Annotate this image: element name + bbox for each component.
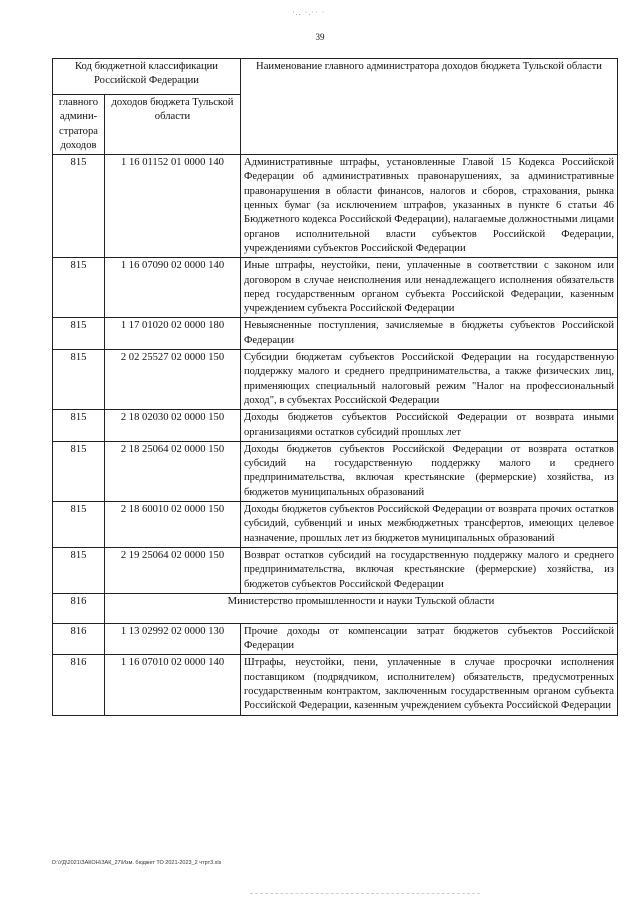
table-row — [53, 655, 618, 715]
admin-code: 815 — [53, 547, 105, 593]
page-number: 39 — [315, 32, 325, 42]
header-admin-name: Наименование главного администратора доходов бюджета Тульской области — [241, 59, 618, 155]
income-code: 2 18 25064 02 0000 150 — [105, 441, 241, 501]
income-name: Невыясненные поступления, зачисляемые в бюджеты субъектов Российской Федерации — [241, 318, 618, 350]
income-name: Доходы бюджетов субъектов Российской Федерации от возврата прочих остатков субсидий, субвенций и иных межбюджетных трансфертов, имеющих целевое назначение, прошлых лет из бюджетов муниципальных образований — [241, 502, 618, 548]
income-name: Доходы бюджетов субъектов Российской Федерации от возврата остатков субсидий на государственную поддержку малого и среднего предпринимательства, включая крестьянские (фермерские) хозяйства, из бюджетов муниципальных образований — [241, 441, 618, 501]
admin-code: 816 — [53, 623, 105, 655]
header-income-code: доходов бюджета Тульской области — [105, 95, 241, 155]
admin-code: 816 — [53, 593, 105, 623]
income-code: 1 16 07010 02 0000 140 — [105, 655, 241, 715]
table-row — [53, 547, 618, 593]
admin-code: 815 — [53, 502, 105, 548]
table-row — [53, 410, 618, 442]
admin-code: 815 — [53, 155, 105, 258]
income-name: Прочие доходы от компенсации затрат бюджетов субъектов Российской Федерации — [241, 623, 618, 655]
table-row — [53, 258, 618, 318]
income-code: 1 13 02992 02 0000 130 — [105, 623, 241, 655]
admin-code: 815 — [53, 258, 105, 318]
income-name: Доходы бюджетов субъектов Российской Федерации от возврата иными организациями остатков субсидий прошлых лет — [241, 410, 618, 442]
table-row — [53, 350, 618, 410]
income-code: 1 16 07090 02 0000 140 — [105, 258, 241, 318]
budget-codes-table — [52, 58, 618, 716]
income-name: Административные штрафы, установленные Главой 15 Кодекса Российской Федерации об административных правонарушениях, за административные правонарушения в области финансов, налогов и сборов, страхования, рынка ценных бумаг (за исключением штрафов, указанных в пункте 6 статьи 46 Бюджетного кодекса Российской Федерации), налагаемые должностными лицами органов исполнительной власти субъектов Российской Федерации, учреждениями субъектов Российской Федерации — [241, 155, 618, 258]
admin-code: 815 — [53, 410, 105, 442]
header-main-admin: главного админи-стратора доходов — [53, 95, 105, 155]
income-code: 2 18 60010 02 0000 150 — [105, 502, 241, 548]
header-code-group: Код бюджетной классификации Российской Федерации — [53, 59, 241, 95]
income-code: 1 17 01020 02 0000 180 — [105, 318, 241, 350]
ministry-row — [53, 593, 618, 623]
income-code: 1 16 01152 01 0000 140 — [105, 155, 241, 258]
ministry-name: Министерство промышленности и науки Тульской области — [105, 593, 618, 623]
scan-mark: ·.. ·.·· · — [292, 8, 326, 17]
income-name: Штрафы, неустойки, пени, уплаченные в случае просрочки исполнения поставщиком (подрядчиком, исполнителем) обязательств, предусмотренных государственным контрактом, заключенным государственным органом субъекта Российской Федерации, казенным учреждением субъекта Российской Федерации — [241, 655, 618, 715]
footer-file-path: D:\УД\2021\ЗАКОН\ЗАК_27\Изм. бюджет ТО 2021-2023_2 чтрт3.xls — [52, 860, 222, 866]
income-code: 2 02 25527 02 0000 150 — [105, 350, 241, 410]
income-name: Возврат остатков субсидий на государственную поддержку малого и среднего предпринимательства, включая крестьянские (фермерские) хозяйства, из бюджетов субъектов Российской Федерации — [241, 547, 618, 593]
table-row — [53, 502, 618, 548]
table-row — [53, 155, 618, 258]
income-code: 2 18 02030 02 0000 150 — [105, 410, 241, 442]
admin-code: 815 — [53, 350, 105, 410]
table-header-row — [53, 59, 618, 95]
table-row — [53, 441, 618, 501]
admin-code: 815 — [53, 441, 105, 501]
income-code: 2 19 25064 02 0000 150 — [105, 547, 241, 593]
income-name: Иные штрафы, неустойки, пени, уплаченные в соответствии с законом или договором в случае неисполнения или ненадлежащего исполнения обязательств перед государственным органом субъекта Российской Федерации, казенным учреждением субъекта Российской Федерации — [241, 258, 618, 318]
table-row — [53, 623, 618, 655]
table-row — [53, 318, 618, 350]
admin-code: 815 — [53, 318, 105, 350]
scan-artifact-line — [250, 893, 480, 894]
income-name: Субсидии бюджетам субъектов Российской Федерации на государственную поддержку малого и среднего предпринимательства, а также физических лиц, применяющих специальный налоговый режим "Налог на профессиональный доход", в субъектах Российской Федерации — [241, 350, 618, 410]
admin-code: 816 — [53, 655, 105, 715]
